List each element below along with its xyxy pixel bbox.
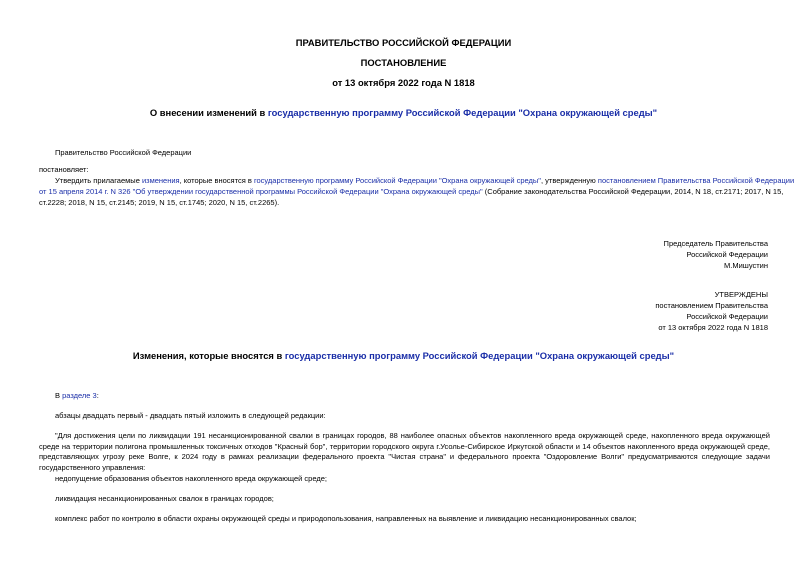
approve-text: , которые вносятся в	[179, 176, 254, 185]
decides-label: постановляет:	[39, 165, 89, 174]
program-link[interactable]: государственную программу Российской Федерации "Охрана окружающей среды"	[253, 176, 541, 185]
document-title	[0, 107, 807, 118]
signatory-position-2: Российской Федерации	[686, 250, 768, 259]
changes-title-prefix: Изменения, которые вносятся в	[132, 350, 285, 361]
approve-line-2	[39, 187, 783, 198]
quoted-paragraph	[39, 431, 770, 473]
approve-line-1	[55, 176, 794, 187]
list-item: комплекс работ по контролю в области охраны окружающей среды и природопользования, направленных на выявление и ликвидацию несанкционированных свалок;	[55, 514, 637, 523]
issuing-body: Правительство Российской Федерации	[55, 148, 192, 157]
approve-text: Утвердить прилагаемые	[55, 176, 142, 185]
document-type: ПОСТАНОВЛЕНИЕ	[360, 57, 447, 68]
approve-text: , утвержденную	[540, 176, 598, 185]
approve-text: ст.2228; 2018, N 15, ст.2145; 2019, N 15, ст.1745; 2020, N 15, ст.2265).	[39, 198, 280, 207]
approved-line-3: от 13 октября 2022 года N 1818	[658, 323, 768, 332]
approve-text: (Собрание законодательства Российской Федерации, 2014, N 18, ст.2171; 2017, N 15,	[482, 187, 784, 196]
section-prefix: В	[55, 391, 63, 400]
changes-link[interactable]: изменения	[141, 176, 180, 185]
signatory-name: М.Мишустин	[724, 261, 768, 270]
list-item: недопущение образования объектов накопленного вреда окружающей среде;	[55, 474, 327, 483]
approved-line-2: Российской Федерации	[686, 312, 768, 321]
program-link[interactable]: государственную программу Российской Федерации "Охрана окружающей среды"	[284, 350, 675, 361]
list-item: ликвидация несанкционированных свалок в границах городов;	[55, 494, 274, 503]
signatory-position: Председатель Правительства	[663, 239, 768, 248]
document-date-number: от 13 октября 2022 года N 1818	[332, 77, 475, 88]
section-suffix: :	[96, 391, 99, 400]
section-reference	[55, 391, 99, 402]
changes-title	[0, 350, 807, 361]
government-heading: ПРАВИТЕЛЬСТВО РОССИЙСКОЙ ФЕДЕРАЦИИ	[295, 37, 512, 48]
paragraphs-instruction: абзацы двадцать первый - двадцать пятый изложить в следующей редакции:	[55, 411, 326, 420]
document-title-prefix: О внесении изменений в	[149, 107, 268, 118]
program-link[interactable]: государственную программу Российской Федерации "Охрана окружающей среды"	[267, 107, 658, 118]
approve-line-3	[39, 198, 279, 209]
resolution-link[interactable]: постановлением Правительства Российской Федерации	[597, 176, 795, 185]
section-3-link[interactable]: разделе 3	[62, 391, 97, 400]
resolution-link[interactable]: от 15 апреля 2014 г. N 326 "Об утверждении государственной программы Российской Федерации "Охрана окружающей среды"	[39, 187, 483, 196]
approved-label: УТВЕРЖДЕНЫ	[714, 290, 768, 299]
quoted-text: "Для достижения цели по ликвидации 191 несанкционированной свалки в границах городов, 88 наиболее опасных объектов накопленного вреда окружающей среде, накопленного вреда окружающей среде на территории полигона промышленных токсичных отходов "Красный бор", территории городского округа г.Усолье-Сибирское Иркутской области и 14 объектов накопленного вреда окружающей среде, представляющих угрозу реке Волге, к 2024 году в рамках реализации федерального проекта "Чистая страна" и федерального проекта "Оздоровление Волги" предусматриваются следующие задачи государственного управления:	[39, 431, 770, 472]
approved-line-1: постановлением Правительства	[655, 301, 768, 310]
